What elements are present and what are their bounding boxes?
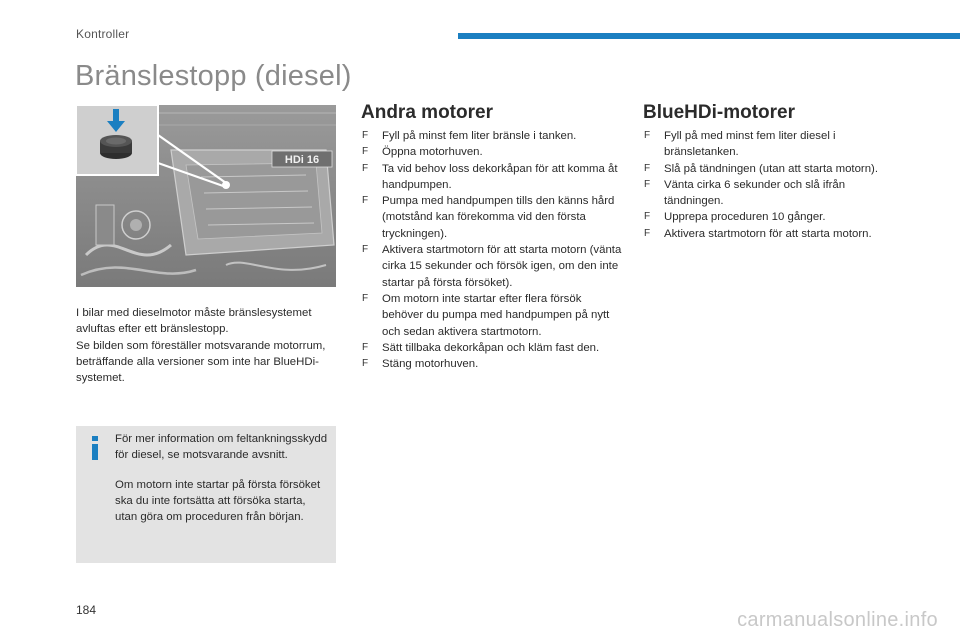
intro-text [76, 305, 338, 386]
page-number: 184 [76, 603, 97, 617]
bullet-marker: F [362, 146, 369, 158]
bluehdi-engines-steps [644, 128, 906, 242]
bullet-marker: F [362, 130, 369, 141]
list-item [362, 144, 624, 160]
step-text: Om motorn inte startar efter flera försök behöver du pumpa med handpumpen på nytt och sedan aktivera startmotorn. [382, 292, 610, 338]
list-item [644, 177, 906, 210]
section-label: Kontroller [76, 27, 130, 41]
list-item [644, 209, 906, 225]
list-item [644, 226, 906, 242]
info-paragraph: För mer information om feltankningsskydd för diesel, se motsvarande avsnitt. [115, 433, 328, 462]
engine-badge: HDi 16 [284, 154, 320, 166]
info-icon [88, 432, 102, 460]
list-item [644, 128, 906, 161]
step-text: Slå på tändningen (utan att starta motorn). [664, 162, 879, 175]
step-text: Fyll på med minst fem liter diesel i bränsletanken. [664, 130, 836, 159]
list-item [362, 193, 624, 242]
engine-figure [76, 105, 336, 287]
watermark: carmanualsonline.info [737, 609, 938, 631]
engine-bay-illustration [76, 105, 336, 287]
info-paragraph: Om motorn inte startar på första försöket ska du inte fortsätta att försöka starta, utan göra om proceduren från början. [115, 478, 321, 524]
bullet-marker: F [362, 341, 369, 353]
page-title: Bränslestopp (diesel) [75, 60, 352, 92]
bullet-marker: F [644, 227, 651, 239]
bullet-marker: F [362, 162, 369, 174]
other-engines-steps [362, 128, 624, 372]
list-item [362, 161, 624, 194]
header-accent-bar [458, 33, 960, 39]
bullet-marker: F [362, 292, 369, 304]
intro-paragraph: Se bilden som föreställer motsvarande motorrum, beträffande alla versioner som inte har BlueHDi-systemet. [76, 339, 326, 385]
bullet-marker: F [644, 130, 651, 141]
step-text: Stäng motorhuven. [382, 358, 479, 371]
bullet-marker: F [362, 358, 369, 370]
list-item [362, 356, 624, 372]
list-item [362, 128, 624, 144]
info-box [76, 426, 336, 563]
bullet-marker: F [644, 162, 651, 174]
step-text: Ta vid behov loss dekorkåpan för att komma åt handpumpen. [382, 162, 618, 191]
step-text: Aktivera startmotorn för att starta motorn. [664, 227, 872, 240]
step-text: Vänta cirka 6 sekunder och slå ifrån tändningen. [664, 178, 846, 208]
list-item [362, 242, 624, 291]
list-item [644, 161, 906, 177]
step-text: Öppna motorhuven. [382, 146, 483, 159]
step-text: Aktivera startmotorn för att starta motorn (vänta cirka 15 sekunder och försök igen, om den inte startar på första försöket). [382, 244, 622, 289]
bullet-marker: F [644, 211, 651, 223]
list-item [362, 291, 624, 340]
intro-paragraph: I bilar med dieselmotor måste bränslesystemet avluftas efter ett bränslestopp. [76, 307, 312, 336]
bluehdi-engines-heading: BlueHDi-motorer [643, 102, 796, 123]
step-text: Pumpa med handpumpen tills den känns hård (motstånd kan förekomma vid den första tryckningen). [382, 195, 615, 240]
step-text: Upprepa proceduren 10 gånger. [664, 211, 826, 224]
step-text: Sätt tillbaka dekorkåpan och kläm fast den. [382, 341, 600, 354]
bullet-marker: F [362, 195, 369, 207]
step-text: Fyll på minst fem liter bränsle i tanken. [382, 130, 577, 142]
list-item [362, 340, 624, 356]
bullet-marker: F [362, 244, 369, 256]
bullet-marker: F [644, 178, 651, 190]
other-engines-heading: Andra motorer [361, 102, 493, 123]
